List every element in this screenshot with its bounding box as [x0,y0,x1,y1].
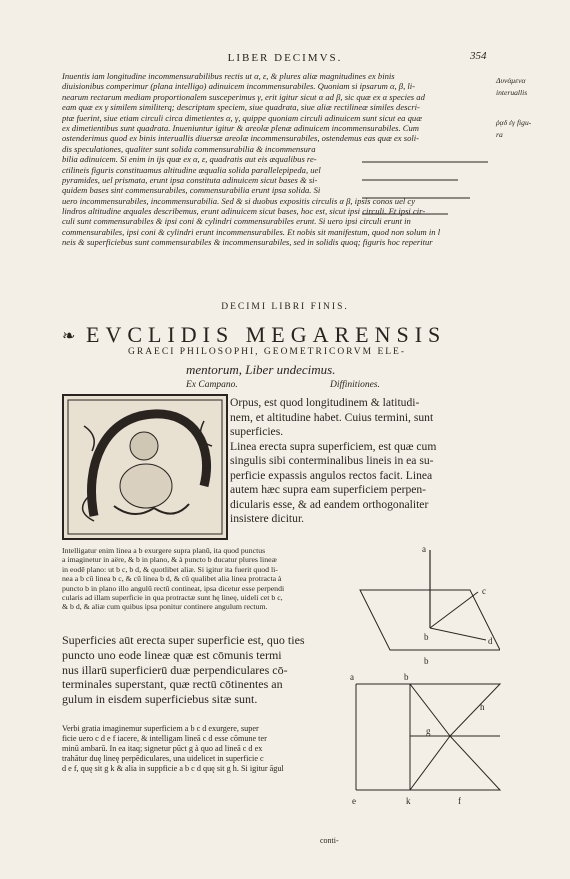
text-line: ostenderimus quod ex binis interuallis diuersæ areolæ incommensurabiles, ostendemus eas quæ ex soli- [62,133,420,144]
section-heading: Diffinitiones. [330,380,380,390]
margin-note-4: ra [496,130,503,139]
text-line: insistere dicitur. [230,512,305,525]
text-line: eam quæ ex γ similem similiterq; descriptam speciem, siue quadrata, siue aliæ rectilineæ similes descri- [62,102,420,113]
text-line: trahātur duę lineę perpēdiculares, una uidelicet in superficie c [62,754,264,763]
text-line: pyramides, uel prismata, erunt ipsa constituta adinuicem sicut bases & si- [62,174,318,185]
definitions-text-2 [62,633,352,707]
label-g: g [426,726,431,736]
text-line: d e f, quę sit g k & alia in suppficie a b c d quę sit g h. Si igitur āgul [62,764,284,773]
text-line: nus illarū superficierū duæ perpendiculares cō- [62,662,288,677]
text-line: ptæ fuerint, siue etiam circuli circa dimetientes α, γ, quippe quoniam circuli adinuicem sunt sicut ea quæ [62,112,422,123]
line-segments-figure [358,150,498,220]
text-line: diuisionibus comperimur (plana intelligo) adinuicem incommensurabiles. Quoniam si ipsarum α, β, li- [62,81,415,92]
label-h: h [480,702,485,712]
definitions-text [230,396,500,527]
text-line: dicularis esse, & ad eandem orthogonaliter [230,497,429,511]
text-line: Superficies aūt erecta super superficie est, quo ties [62,633,305,647]
text-line: superficies. [230,425,284,438]
book-subtitle-italic: mentorum, Liber undecimus. [186,362,336,377]
text-line: gulum in eisdem superficiebus sitæ sunt. [62,692,258,707]
text-line: bilia adinuicem. Si enim in ijs quæ ex α, ε, quadratis aut eis æqualibus re- [62,154,317,165]
margin-note-1: Δυνάμενα [496,76,526,85]
text-line: Orpus, est quod longitudinem & latitudi- [230,396,420,409]
book-end-heading: DECIMI LIBRI FINIS. [221,302,349,312]
label-f: f [458,796,461,806]
catchword: conti- [320,836,339,845]
text-line: cularis ad illam superficie in qua protractæ sunt hę lineę, uideli cet b c, [62,592,283,602]
text-line: a imaginetur in aëre, & b in plano, & à puncto b ducatur plures lineæ [62,555,277,565]
text-line: lindros altitudine æquales describemus, erunt adinuicem sicut bases, hoc est, sicut ipsi circuli. Et ipsi cir- [62,206,426,217]
text-line: neis & superficiebus sunt commensurabiles & incommensurabiles, sed in solidis quoq; figuris hoc reperitur [62,237,433,248]
text-line: puncto b in plano illo angulū rectū contineat, ipsa dicetur esse perpendi [62,583,285,593]
decorated-initial [62,394,228,540]
text-line: nea a b cū linea b c, & cū linea b d, & cū qualibet alia linea protracta à [62,574,282,584]
fleuron-icon: ❧ [62,328,76,345]
text-line: minū ambarū. In ea itaq; signetur pūct g à quo ad lineā c d ex [62,744,263,753]
commentary-1 [62,546,362,612]
text-line: nearum rectarum mediam proportionalem susceperimus γ, erit igitur sicut α ad β, sic quæ ex α species ad [62,91,425,102]
text-line: puncto uno eode lineæ quæ est cōmunis termi [62,647,282,662]
text-line: uero incommensurabiles, incommensurabilia. Sed & si duobus expositis circulis α β, ipsis conos uel cy [62,195,416,206]
text-line: ficie uero c d e f iacere, & intelligam lineā c d esse cōmune ter [62,734,267,743]
text-line: quidem bases sint commensurabiles, commensurabilia erunt ipsa solida. Si [62,185,321,196]
text-line: in eodē plano: ut b c, b d, & quotlibet aliæ. Si igitur ita fuerit quod li- [62,564,278,574]
text-line: singulis sibi conterminalibus lineis in ea su- [230,454,434,467]
margin-note-2: interuallis [496,88,528,97]
text-line: Linea erecta supra superficiem, est quæ cum [230,439,437,453]
text-line: ctilineis figuris constituamus altitudine æqualia solida parallelepipeda, uel [62,164,321,175]
text-line: dis speculationes, qualiter sunt solida commensurabilia & incommensura [62,143,316,154]
label-b: b [404,672,409,682]
label-a: a [422,544,426,554]
text-line: perficie expassis angulos rectos facit. Linea [230,468,433,482]
text-line: & b d, & aliæ cum quibus ipsa ponitur continere angulum rectum. [62,602,268,612]
text-line: terminales superstant, quæ rectū cōtinentes an [62,677,283,692]
label-a: a [350,672,354,682]
erect-plane-figure [330,650,510,830]
page-number: 354 [470,50,487,62]
label-e: e [352,796,356,806]
text-line: Verbi gratia imaginemur superficiem a b c d exurgere, super [62,724,259,733]
book-subtitle: GRAECI PHILOSOPHI, GEOMETRICORVM ELE- [128,347,407,357]
label-b: b [424,632,429,642]
commentary-2 [62,724,362,774]
text-line: autem hæc supra eam superficiem perpen- [230,483,427,496]
text-line: Intelligatur enim linea a b exurgere supra planū, ita quod punctus [62,546,266,555]
label-d: d [488,636,493,646]
text-line: culi sunt commensurabiles & ipsi coni & cylindri commensurabiles erunt. Si uero ipsi circuli erunt in [62,216,411,227]
perpendicular-line-figure [350,540,500,660]
running-head: LIBER DECIMVS. [227,52,343,64]
margin-note-3: ῥᾳδ ἐγ figu- [496,118,532,127]
label-b2: b [424,656,429,666]
text-line: ex dimetientibus sunt quadrata. Inueniuntur igitur & areolæ plenæ adinuicem incommensurabiles. Cum [62,122,420,133]
text-line: nem, et altitudine habet. Cuius termini, sunt [230,410,434,424]
woodcut-putto-icon [64,396,226,538]
source-note: Ex Campano. [186,380,238,390]
label-k: k [406,796,411,806]
book-title: EVCLIDIS MEGARENSIS [86,322,447,347]
text-line: commensurabiles, ipsi coni & cylindri erunt incommensurabiles. Et nobis sit manifestum, quod non solum in l [62,226,441,237]
label-c: c [482,586,486,596]
text-line: Inuentis iam longitudine incommensurabilibus rectis ut α, ε, & plures aliæ magnitudines ex binis [62,71,395,81]
